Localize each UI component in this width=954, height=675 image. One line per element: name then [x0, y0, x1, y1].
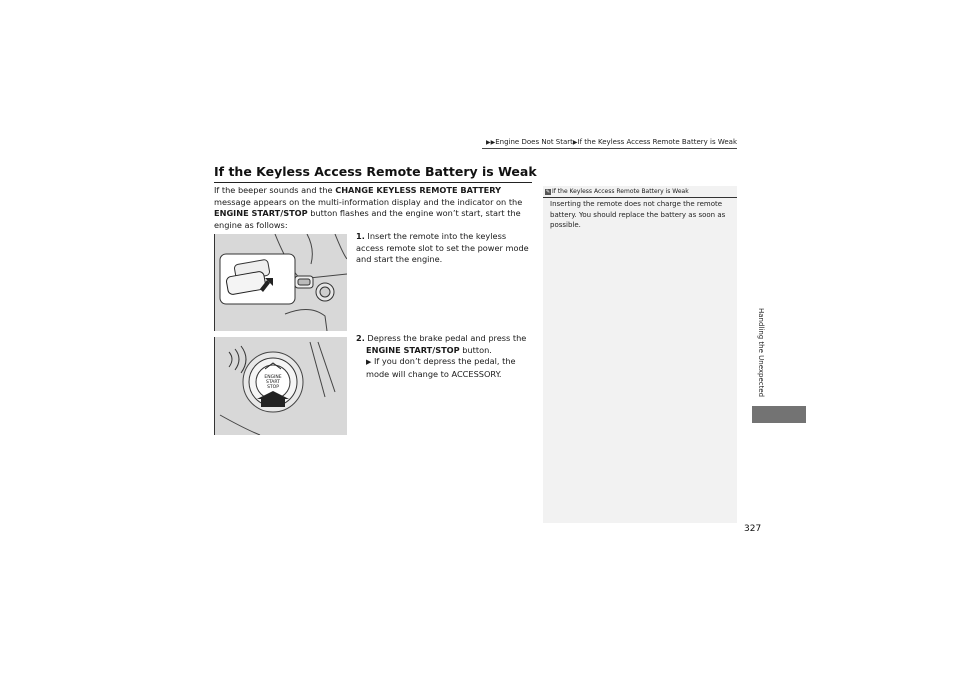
intro-emphasis: ENGINE START/STOP — [214, 208, 308, 219]
breadcrumb-item[interactable]: Engine Does Not Start — [495, 138, 573, 146]
page-number: 327 — [744, 524, 762, 534]
intro-text: message appears on the multi-information display and the indicator on the — [214, 196, 523, 207]
side-note-body: Inserting the remote does not charge the remote battery. You should replace the battery as soon as possible. — [550, 200, 726, 229]
note-icon: ✎ — [545, 188, 551, 195]
chapter-tab-marker[interactable] — [752, 406, 806, 423]
step-2 — [356, 333, 534, 380]
sub-note-text: If you don’t depress the pedal, the mode will change to ACCESSORY. — [366, 356, 516, 379]
sub-arrow-icon: ▶ — [366, 358, 372, 367]
step-number: 2. — [356, 333, 365, 343]
start-button-drawing — [215, 337, 347, 435]
breadcrumb-arrow-icon: ▶ — [572, 139, 578, 146]
remote-slot-drawing — [215, 234, 347, 331]
engine-start-stop-label: START — [266, 380, 280, 385]
step-1 — [356, 231, 534, 266]
step-sub-note — [356, 356, 534, 380]
intro-emphasis: CHANGE KEYLESS REMOTE BATTERY — [335, 185, 502, 195]
intro-paragraph — [214, 185, 534, 231]
intro-text: If the beeper sounds and the — [214, 185, 336, 195]
start-button-illustration — [214, 337, 347, 435]
step-text: Insert the remote into the keyless access remote slot to set the power mode and start the engine. — [356, 231, 529, 265]
side-note-panel — [543, 186, 737, 523]
step-text: Depress the brake pedal and press the — [367, 333, 527, 343]
breadcrumb-arrow-icon: ▶▶ — [486, 139, 496, 146]
step-text: button. — [459, 344, 492, 355]
side-note-title: If the Keyless Access Remote Battery is Weak — [552, 188, 689, 195]
side-note-header — [543, 186, 737, 198]
section-title: If the Keyless Access Remote Battery is Weak — [214, 164, 537, 179]
breadcrumb — [484, 138, 737, 146]
step-number: 1. — [356, 231, 365, 241]
breadcrumb-item[interactable]: If the Keyless Access Remote Battery is Weak — [577, 138, 737, 146]
engine-start-stop-label: ENGINE — [264, 375, 282, 380]
chapter-tab-label[interactable]: Handling the Unexpected — [757, 308, 765, 398]
remote-slot-illustration — [214, 234, 347, 331]
step-emphasis: ENGINE START/STOP — [366, 344, 460, 355]
header-divider — [482, 148, 737, 149]
intro-text: button flashes and the engine won’t start, start the engine as follows: — [214, 208, 521, 230]
engine-start-stop-label: STOP — [267, 385, 279, 390]
title-divider — [214, 182, 532, 183]
